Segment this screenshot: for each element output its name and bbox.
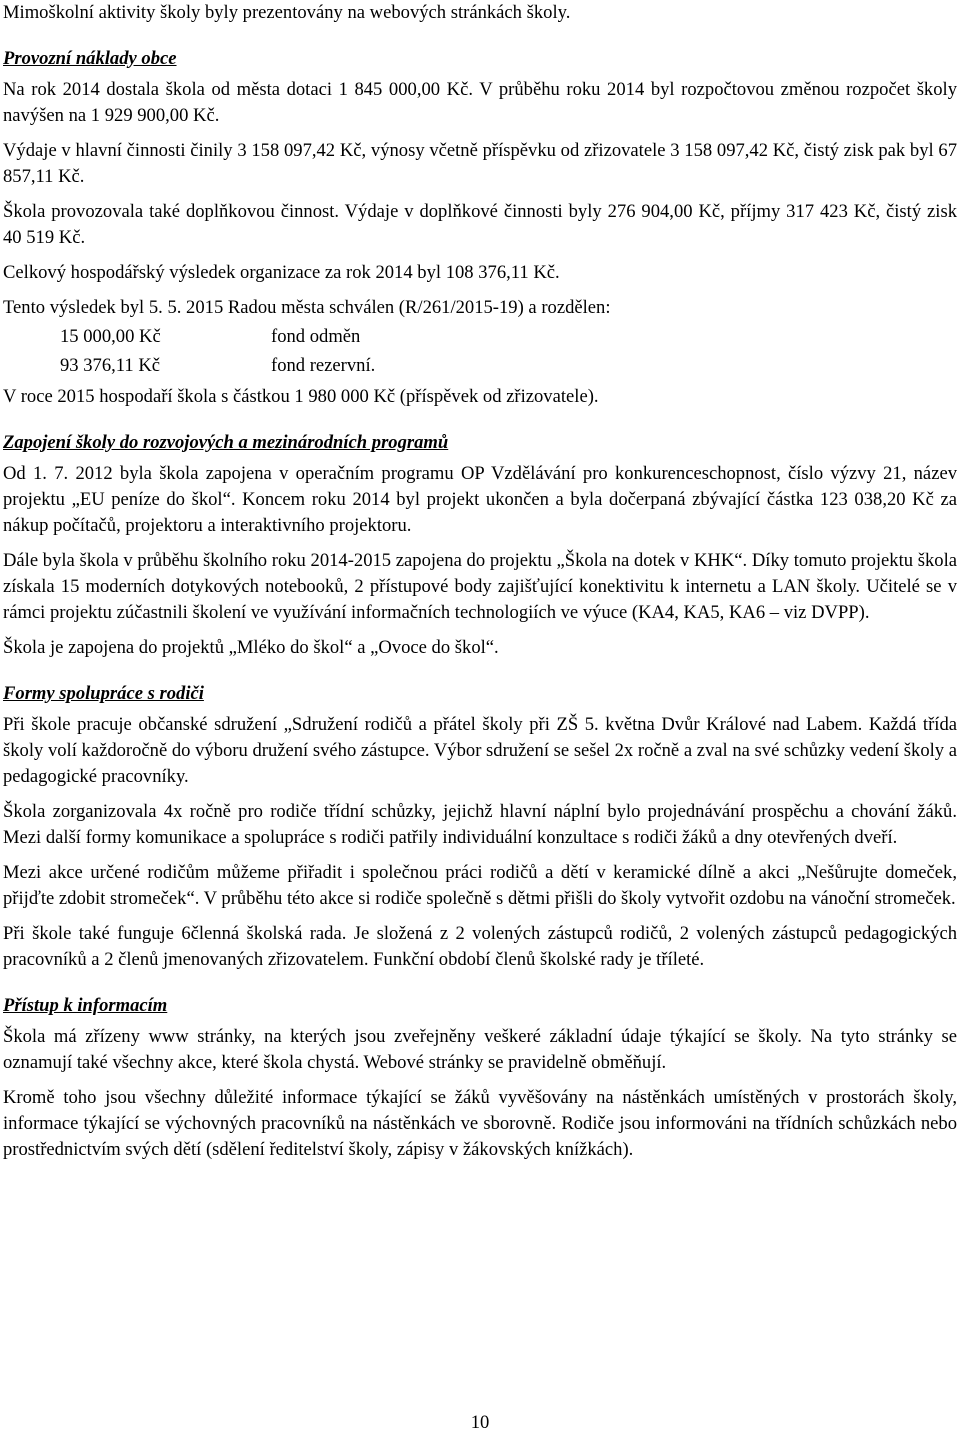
info-heading: Přístup k informacím	[3, 995, 168, 1016]
costs-paragraph-6: V roce 2015 hospodaří škola s částkou 1 980 000 Kč (příspěvek od zřizovatele).	[3, 386, 599, 407]
fund-purpose: fond odměn	[271, 326, 361, 347]
costs-paragraph-4: Celkový hospodářský výsledek organizace za rok 2014 byl 108 376,11 Kč.	[3, 262, 560, 283]
programs-heading: Zapojení školy do rozvojových a mezinárodních programů	[3, 432, 449, 453]
programs-paragraph-1: Od 1. 7. 2012 byla škola zapojena v operačním programu OP Vzdělávání pro konkurenceschopnost, číslo výzvy 21, název projektu „EU peníze do škol“. Koncem roku 2014 byl projekt ukončen a byla dočerpaná zbývající částka 123 038,20 Kč za nákup počítačů, projektoru a interaktivního projektoru.	[3, 463, 957, 536]
programs-paragraph-3: Škola je zapojena do projektů „Mléko do škol“ a „Ovoce do škol“.	[3, 637, 499, 658]
programs-paragraph-2: Dále byla škola v průběhu školního roku 2014-2015 zapojena do projektu „Škola na dotek v KHK“. Díky tomuto projektu škola získala 15 moderních dotykových notebooků, 2 přístupové body zajišťující konektivitu k internetu a LAN školy. Učitelé se v rámci projektu zúčastnili školení ve využívání informačních technologiích ve výuce (KA4, KA5, KA6 – viz DVPP).	[3, 550, 957, 623]
parents-heading: Formy spolupráce s rodiči	[3, 683, 204, 704]
intro-paragraph: Mimoškolní aktivity školy byly prezentovány na webových stránkách školy.	[3, 2, 571, 23]
info-paragraph-1: Škola má zřízeny www stránky, na kterých jsou zveřejněny veškeré základní údaje týkající se školy. Na tyto stránky se oznamují také všechny akce, které škola chystá. Webové stránky se pravidelně obměňují.	[3, 1026, 957, 1073]
costs-paragraph-5: Tento výsledek byl 5. 5. 2015 Radou města schválen (R/261/2015-19) a rozdělen:	[3, 297, 611, 318]
fund-amount: 15 000,00 Kč	[60, 326, 161, 347]
fund-row	[3, 353, 957, 379]
info-paragraph-2: Kromě toho jsou všechny důležité informace týkající se žáků vyvěšovány na nástěnkách umístěných v prostorách školy, informace týkající se výchovných pracovníků na nástěnkách ve sborovně. Rodiče jsou informováni na třídních schůzkách nebo prostřednictvím svých dětí (sdělení ředitelství školy, zápisy v žákovských knížkách).	[3, 1087, 957, 1160]
parents-paragraph-1: Při škole pracuje občanské sdružení „Sdružení rodičů a přátel školy při ZŠ 5. května Dvůr Králové nad Labem. Každá třída školy volí každoročně do výboru družení svého zástupce. Výbor sdružení se sešel 2x ročně a zval na své schůzky vedení školy a pedagogické pracovníky.	[3, 714, 957, 787]
page-number: 10	[470, 1412, 490, 1433]
costs-paragraph-2: Výdaje v hlavní činnosti činily 3 158 097,42 Kč, výnosy včetně příspěvku od zřizovatele 3 158 097,42 Kč, čistý zisk pak byl 67 857,11 Kč.	[3, 140, 957, 187]
parents-paragraph-3: Mezi akce určené rodičům můžeme přiřadit i společnou práci rodičů a dětí v keramické dílně a akci „Nešůrujte domeček, přijďte zdobit stromeček“. V průběhu této akce si rodiče společně s dětmi přišli do školy vytvořit ozdobu na vánoční stromeček.	[3, 862, 957, 909]
parents-paragraph-4: Při škole také funguje 6členná školská rada. Je složená z 2 volených zástupců rodičů, 2 volených zástupců pedagogických pracovníků a 2 členů jmenovaných zřizovatelem. Funkční období členů školské rady je tříleté.	[3, 923, 957, 970]
costs-paragraph-3: Škola provozovala také doplňkovou činnost. Výdaje v doplňkové činnosti byly 276 904,00 Kč, příjmy 317 423 Kč, čistý zisk 40 519 Kč.	[3, 201, 957, 248]
fund-amount: 93 376,11 Kč	[60, 355, 161, 376]
fund-row	[3, 324, 957, 350]
costs-heading: Provozní náklady obce	[3, 48, 177, 69]
costs-paragraph-1: Na rok 2014 dostala škola od města dotaci 1 845 000,00 Kč. V průběhu roku 2014 byl rozpočtovou změnou rozpočet školy navýšen na 1 929 900,00 Kč.	[3, 79, 957, 126]
document-page	[3, 0, 957, 1163]
fund-purpose: fond rezervní.	[271, 355, 376, 376]
parents-paragraph-2: Škola zorganizovala 4x ročně pro rodiče třídní schůzky, jejichž hlavní náplní bylo projednávání prospěchu a chování žáků. Mezi další formy komunikace a spolupráce s rodiči patřily individuální konzultace s rodiči žáků a dny otevřených dveří.	[3, 801, 957, 848]
